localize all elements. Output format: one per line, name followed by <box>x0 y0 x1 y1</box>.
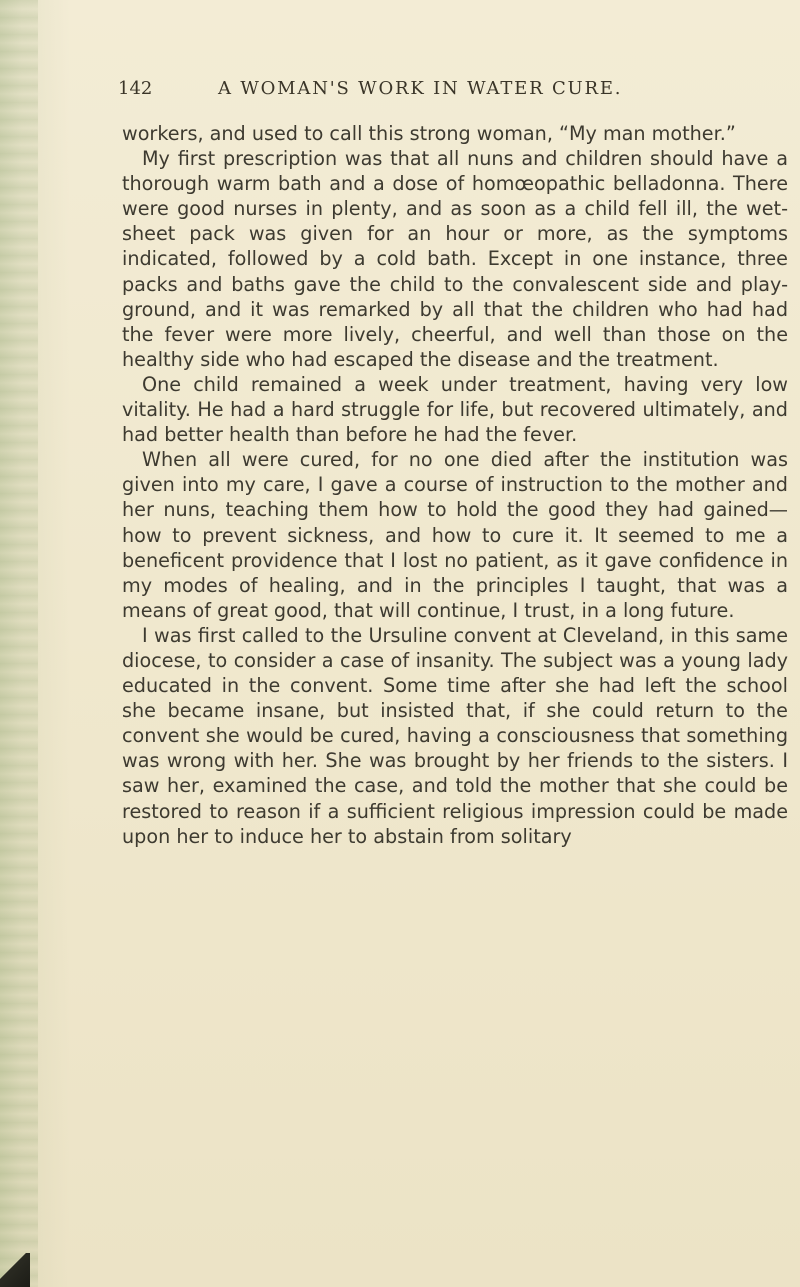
paragraph: I was first called to the Ursuline convent at Cleveland, in this same diocese, to consider a case of insanity. The subject was a young lady educated in the convent. Some time after she had left the school she became insane, but insisted that, if she could return to the convent she would be cured, having a consciousness that something was wrong with her. She was brought by her friends to the sisters. I saw her, examined the case, and told the mother that she could be restored to reason if a sufficient religious impression could be made upon her to induce her to abstain from solitary <box>122 623 788 848</box>
page-number: 142 <box>118 78 153 99</box>
paragraph: When all were cured, for no one died after the institution was given into my care, I gave a course of instruction to the mother and her nuns, teaching them how to hold the good they had gained—how to prevent sickness, and how to cure it. It seemed to me a beneficent providence that I lost no patient, as it gave confidence in my modes of healing, and in the principles I taught, that was a means of great good, that will continue, I trust, in a long future. <box>122 448 788 622</box>
paragraph-continuation: workers, and used to call this strong woman, “My man mother.” <box>122 122 736 145</box>
running-title: A WOMAN'S WORK IN WATER CURE. <box>218 78 623 99</box>
page-corner-shadow <box>0 1253 30 1287</box>
paragraph: One child remained a week under treatment, having very low vitality. He had a hard struggle for life, but recovered ultimately, and had better health than before he had the fever. <box>122 372 788 447</box>
body-text <box>122 121 788 849</box>
paragraph: My first prescription was that all nuns and children should have a thorough warm bath and a dose of homœopathic belladonna. There were good nurses in plenty, and as soon as a child fell ill, the wet-sheet pack was given for an hour or more, as the symptoms indicated, followed by a cold bath. Except in one instance, three packs and baths gave the child to the convalescent side and play-ground, and it was remarked by all that the children who had had the fever were more lively, cheerful, and well than those on the healthy side who had escaped the disease and the treatment. <box>122 147 788 371</box>
page-header <box>118 78 718 99</box>
binding-edge <box>0 0 38 1287</box>
